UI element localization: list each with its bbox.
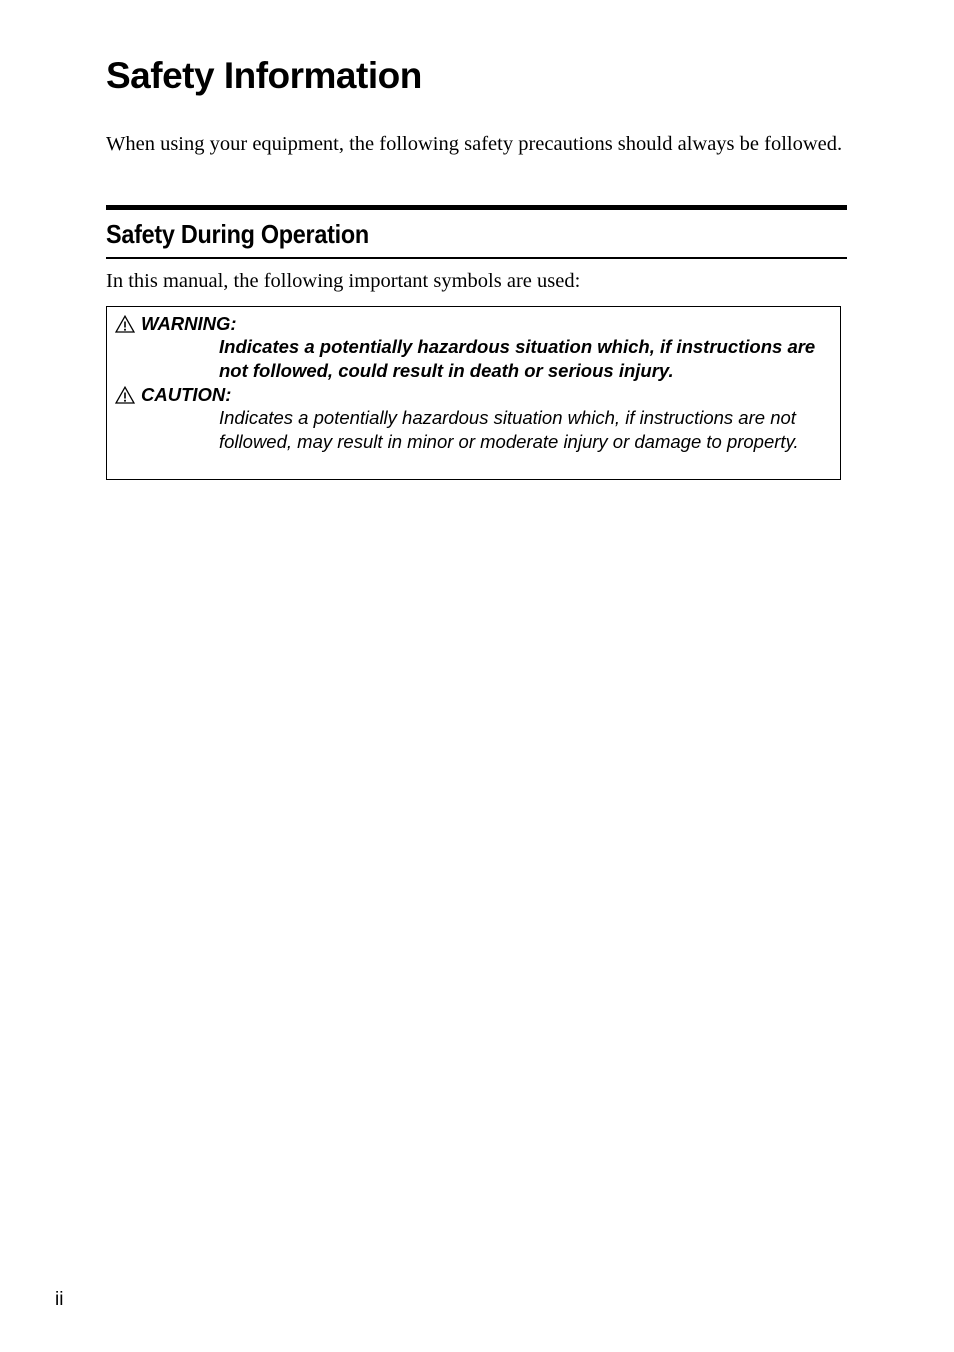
section-heading: Safety During Operation xyxy=(106,219,369,249)
section-bottom-rule xyxy=(106,257,847,259)
page-number: ii xyxy=(55,1289,64,1310)
caution-label: CAUTION: xyxy=(141,384,232,405)
caution-description: Indicates a potentially hazardous situation which, if instructions are not followed, may result in minor or moderate injury or damage to property. xyxy=(219,407,799,452)
page-title: Safety Information xyxy=(106,55,422,96)
section-top-rule xyxy=(106,205,847,210)
warning-heading xyxy=(115,313,237,335)
symbols-intro-paragraph: In this manual, the following important symbols are used: xyxy=(106,270,581,292)
symbols-legend-box xyxy=(106,306,841,480)
intro-paragraph: When using your equipment, the following safety precautions should always be followed. xyxy=(106,133,843,155)
warning-triangle-icon xyxy=(115,386,135,404)
warning-label: WARNING: xyxy=(141,313,237,334)
warning-triangle-icon xyxy=(115,315,135,333)
caution-heading xyxy=(115,384,231,406)
warning-description: Indicates a potentially hazardous situation which, if instructions are not followed, could result in death or serious injury. xyxy=(219,336,816,381)
